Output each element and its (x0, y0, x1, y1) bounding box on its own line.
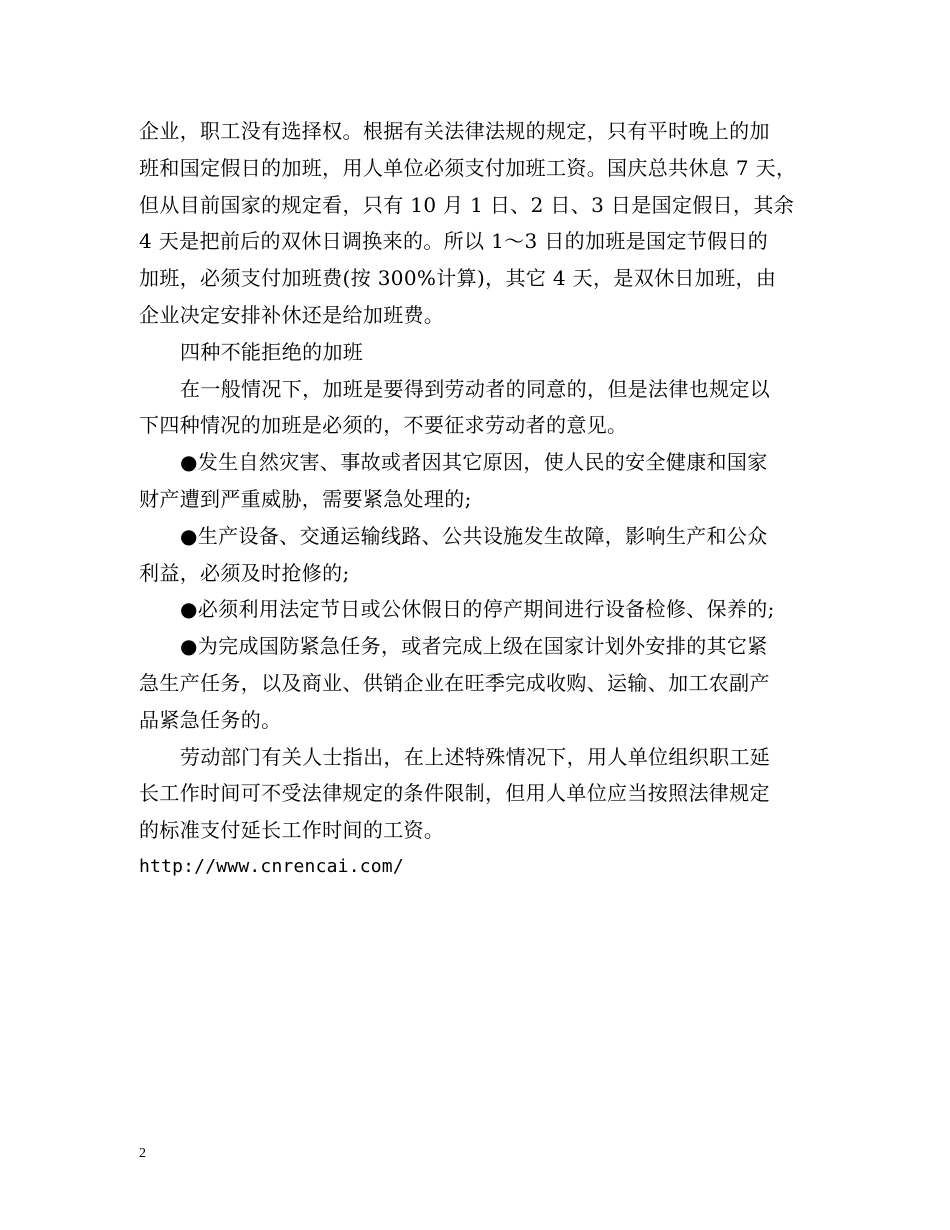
bullet-item: ●为完成国防紧急任务，或者完成上级在国家计划外安排的其它紧 (180, 634, 768, 659)
section-heading: 四种不能拒绝的加班 (180, 339, 364, 364)
document-body (139, 113, 819, 886)
bullet-item-continuation: 品紧急任务的。 (139, 707, 282, 732)
paragraph-line: 加班，必须支付加班费(按 300%计算)，其它 4 天，是双休日加班，由 (139, 266, 777, 291)
paragraph-line: 在一般情况下，加班是要得到劳动者的同意的，但是法律也规定以 (180, 376, 771, 401)
page-number: 2 (139, 1146, 146, 1161)
source-url: http://www.cnrencai.com/ (139, 855, 404, 877)
bullet-item-continuation: 利益，必须及时抢修的; (139, 560, 350, 585)
paragraph-line: 下四种情况的加班是必须的，不要征求劳动者的意见。 (139, 413, 628, 438)
paragraph-line: 长工作时间可不受法律规定的条件限制，但用人单位应当按照法律规定 (139, 781, 770, 806)
bullet-item-continuation: 财产遭到严重威胁，需要紧急处理的; (139, 486, 472, 511)
bullet-item: ●生产设备、交通运输线路、公共设施发生故障，影响生产和公众 (180, 523, 768, 548)
bullet-item-continuation: 急生产任务，以及商业、供销企业在旺季完成收购、运输、加工农副产 (139, 670, 770, 695)
paragraph-line: 班和国定假日的加班，用人单位必须支付加班工资。国庆总共休息 7 天， (139, 155, 797, 180)
paragraph-line: 企业决定安排补休还是给加班费。 (139, 302, 445, 327)
paragraph-line: 企业，职工没有选择权。根据有关法律法规的规定，只有平时晚上的加 (139, 119, 770, 143)
bullet-item: ●必须利用法定节日或公休假日的停产期间进行设备检修、保养的; (180, 597, 775, 622)
paragraph-line: 的标准支付延长工作时间的工资。 (139, 818, 445, 843)
paragraph-line: 但从目前国家的规定看，只有 10 月 1 日、2 日、3 日是国定假日，其余 (139, 192, 795, 217)
paragraph-line: 4 天是把前后的双休日调换来的。所以 1～3 日的加班是国定节假日的 (139, 229, 769, 254)
paragraph-line: 劳动部门有关人士指出，在上述特殊情况下，用人单位组织职工延 (180, 744, 771, 769)
bullet-item: ●发生自然灾害、事故或者因其它原因，使人民的安全健康和国家 (180, 450, 768, 475)
